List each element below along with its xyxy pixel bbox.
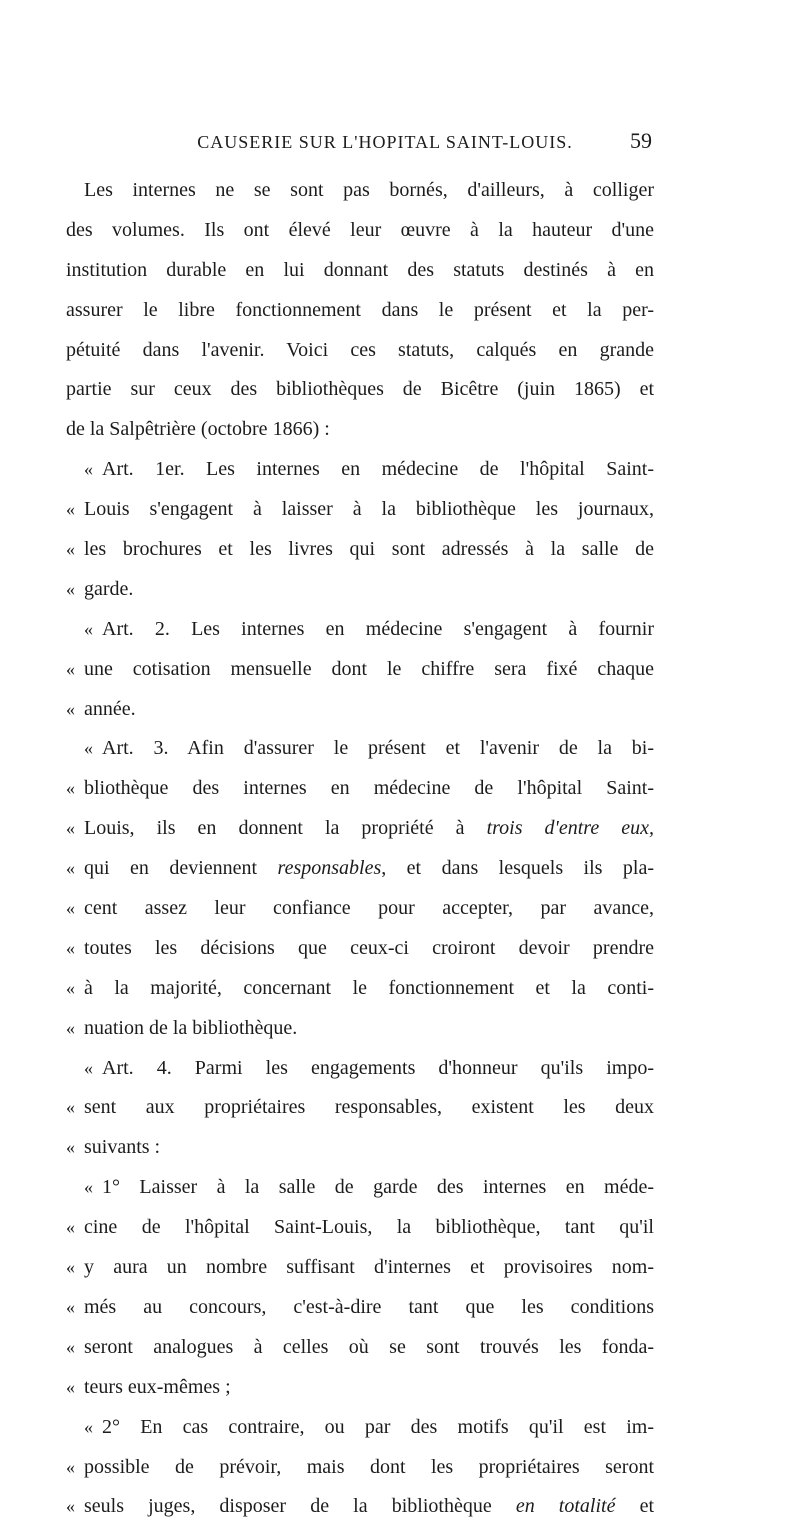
line-text: suivants : — [84, 1136, 161, 1159]
body-text — [66, 171, 654, 1527]
quoted-line — [66, 849, 654, 889]
quoted-line — [66, 1009, 654, 1049]
line-text: seront analogues à celles où se sont trouvés les fonda- — [84, 1335, 654, 1358]
text-line: de la Salpêtrière (octobre 1866) : — [66, 418, 330, 441]
quoted-line — [66, 490, 654, 530]
line-text: teurs eux-mêmes ; — [84, 1375, 231, 1398]
line-text: garde. — [84, 577, 134, 600]
quote-mark: « — [66, 539, 75, 560]
quote-mark: « — [84, 738, 93, 759]
line-text: cent assez leur confiance pour accepter, par avance, — [84, 897, 654, 920]
quoted-line — [66, 570, 654, 610]
line-text: Art. 3. Afin d'assurer le présent et l'avenir de la bi- — [102, 737, 654, 760]
quote-mark: « — [66, 499, 75, 520]
quoted-line — [66, 1208, 654, 1248]
italic-text: trois d'entre eux, — [486, 817, 654, 840]
quote-mark: « — [66, 1496, 75, 1517]
text-line: pétuité dans l'avenir. Voici ces statuts, calqués en grande — [66, 338, 654, 361]
text-run: qui en deviennent — [84, 857, 278, 880]
quoted-line — [66, 1408, 654, 1448]
line-text: més au concours, c'est-à-dire tant que les conditions — [84, 1295, 654, 1318]
quote-mark: « — [84, 459, 93, 480]
quote-mark: « — [66, 1017, 75, 1038]
line-text: Louis s'engagent à laisser à la bibliothèque les journaux, — [84, 498, 654, 521]
line-text: Art. 2. Les internes en médecine s'engagent à fournir — [102, 617, 654, 640]
line-text — [84, 1487, 654, 1527]
quote-mark: « — [66, 1217, 75, 1238]
line-text — [84, 809, 654, 849]
quoted-line — [66, 1487, 654, 1527]
text-line: institution durable en lui donnant des statuts destinés à en — [66, 258, 654, 281]
quote-mark: « — [66, 1296, 75, 1317]
line-text: une cotisation mensuelle dont le chiffre sera fixé chaque — [84, 657, 654, 680]
line-text: possible de prévoir, mais dont les propriétaires seront — [84, 1455, 654, 1478]
quote-mark: « — [66, 1336, 75, 1357]
quote-mark: « — [66, 1137, 75, 1158]
quoted-line — [66, 530, 654, 570]
quote-mark: « — [66, 578, 75, 599]
quote-mark: « — [66, 1456, 75, 1477]
quoted-line — [66, 1368, 654, 1408]
line-text: 2° En cas contraire, ou par des motifs qu'il est im- — [102, 1415, 654, 1438]
quote-mark: « — [66, 818, 75, 839]
line-text: Art. 4. Parmi les engagements d'honneur qu'ils impo- — [102, 1056, 654, 1079]
quoted-line — [66, 1328, 654, 1368]
line-text: y aura un nombre suffisant d'internes et provisoires nom- — [84, 1256, 654, 1279]
quoted-line — [66, 690, 654, 730]
quote-mark: « — [66, 658, 75, 679]
text-run: et — [615, 1495, 655, 1518]
quote-mark: « — [66, 1376, 75, 1397]
quote-mark: « — [66, 698, 75, 719]
quoted-line — [66, 610, 654, 650]
text-run: Louis, ils en donnent la propriété à — [84, 817, 487, 840]
quote-mark: « — [66, 937, 75, 958]
quoted-line — [66, 1448, 654, 1488]
quote-mark: « — [66, 1257, 75, 1278]
quote-mark: « — [84, 618, 93, 639]
text-run: , et dans lesquels ils pla- — [381, 857, 654, 880]
quoted-line — [66, 1128, 654, 1168]
line-text: 1° Laisser à la salle de garde des internes en méde- — [102, 1176, 654, 1199]
line-text: toutes les décisions que ceux-ci croiront devoir prendre — [84, 936, 654, 959]
line-text — [84, 849, 654, 889]
quoted-line — [66, 1049, 654, 1089]
running-title: CAUSERIE SUR L'HOPITAL SAINT-LOUIS. — [197, 132, 573, 152]
quoted-line — [66, 889, 654, 929]
quoted-line — [66, 929, 654, 969]
line-text: année. — [84, 697, 136, 720]
quoted-line — [66, 809, 654, 849]
quoted-line — [66, 1088, 654, 1128]
quote-mark: « — [66, 898, 75, 919]
quote-mark: « — [66, 977, 75, 998]
quoted-line — [66, 650, 654, 690]
text-line: partie sur ceux des bibliothèques de Bicêtre (juin 1865) et — [66, 378, 654, 401]
text-line: Les internes ne se sont pas bornés, d'ailleurs, à colliger — [84, 179, 654, 201]
quoted-line — [66, 1248, 654, 1288]
line-text: nuation de la bibliothèque. — [84, 1016, 298, 1039]
quoted-line — [66, 729, 654, 769]
quoted-line — [66, 769, 654, 809]
quote-mark: « — [84, 1177, 93, 1198]
quote-mark: « — [66, 858, 75, 879]
text-line: des volumes. Ils ont élevé leur œuvre à la hauteur d'une — [66, 218, 654, 241]
line-text: sent aux propriétaires responsables, existent les deux — [84, 1096, 654, 1119]
quote-mark: « — [84, 1416, 93, 1437]
quote-mark: « — [84, 1057, 93, 1078]
text-line: assurer le libre fonctionnement dans le présent et la per- — [66, 298, 654, 321]
line-text: cine de l'hôpital Saint-Louis, la bibliothèque, tant qu'il — [84, 1216, 654, 1239]
quoted-line — [66, 1168, 654, 1208]
quoted-line — [66, 450, 654, 490]
line-text: à la majorité, concernant le fonctionnement et la conti- — [84, 976, 654, 999]
line-text: les brochures et les livres qui sont adressés à la salle de — [84, 538, 654, 561]
quote-mark: « — [66, 778, 75, 799]
italic-text: responsables — [277, 857, 382, 880]
italic-text: en totalité — [515, 1495, 616, 1518]
line-text: bliothèque des internes en médecine de l'hôpital Saint- — [84, 777, 654, 800]
text-run: seuls juges, disposer de la bibliothèque — [84, 1495, 516, 1518]
quoted-line — [66, 1288, 654, 1328]
quote-mark: « — [66, 1097, 75, 1118]
page-number: 59 — [630, 128, 652, 153]
line-text: Art. 1er. Les internes en médecine de l'hôpital Saint- — [102, 458, 654, 481]
quoted-line — [66, 969, 654, 1009]
